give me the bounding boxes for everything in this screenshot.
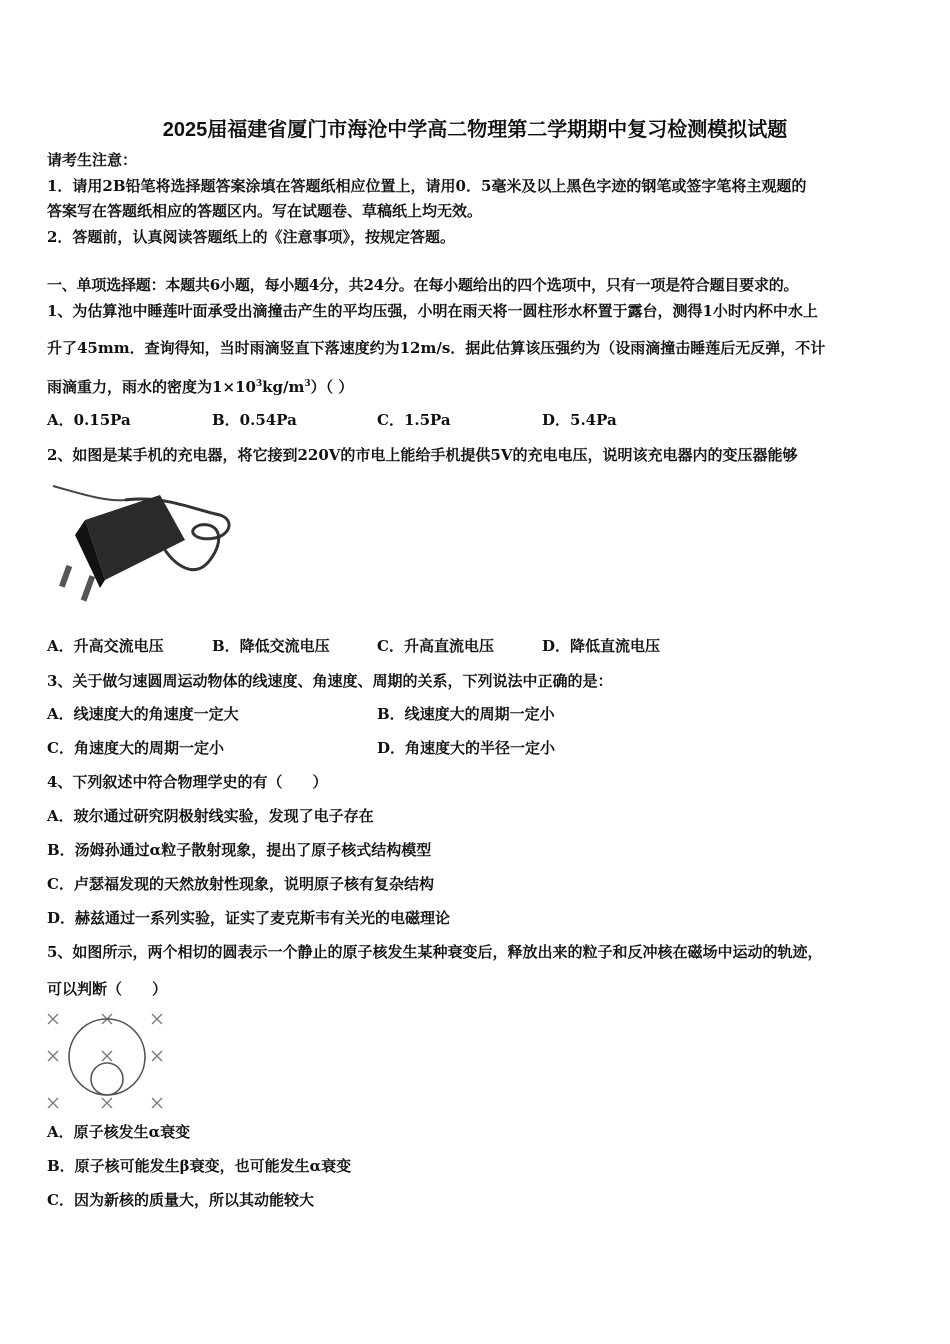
text: kg/m <box>262 378 305 396</box>
option: B．汤姆孙通过α粒子散射现象，提出了原子核式结构模型 <box>47 841 432 859</box>
option: C．升高直流电压 <box>377 637 494 655</box>
large-orbit <box>69 1019 145 1095</box>
page-title: 2025届福建省厦门市海沧中学高二物理第二学期期中复习检测模拟试题 <box>162 119 788 141</box>
question-5-text: 可以判断（ ） <box>47 980 168 998</box>
question-5-text: 5、如图所示，两个相切的圆表示一个静止的原子核发生某种衰变后，释放出来的粒子和反冲核在磁场中运动的轨迹， <box>47 943 823 961</box>
text: ）（ ） <box>310 378 354 396</box>
option: B．降低交流电压 <box>212 637 330 655</box>
question-4-text: 4、下列叙述中符合物理学史的有（ ） <box>47 773 328 791</box>
option: A．升高交流电压 <box>47 637 164 655</box>
section-heading: 一、单项选择题：本题共6小题，每小题4分，共24分。在每小题给出的四个选项中，只有一项是符合题目要求的。 <box>47 276 799 294</box>
superscript: 3 <box>255 379 263 389</box>
charger-image <box>45 480 235 610</box>
option: B．原子核可能发生β衰变，也可能发生α衰变 <box>47 1157 352 1175</box>
option: D．赫兹通过一系列实验，证实了麦克斯韦有关光的电磁理论 <box>47 909 451 927</box>
notice-item: 答案写在答题纸相应的答题区内。写在试题卷、草稿纸上均无效。 <box>47 202 483 220</box>
option: C．卢瑟福发现的天然放射性现象，说明原子核有复杂结构 <box>47 875 434 893</box>
option: C．因为新核的质量大，所以其动能较大 <box>47 1191 314 1209</box>
option: D．角速度大的半径一定小 <box>377 739 556 757</box>
small-orbit <box>91 1063 123 1095</box>
question-1-text: 1、为估算池中睡莲叶面承受出滴撞击产生的平均压强，小明在雨天将一圆柱形水杯置于露台，测得1小时内杯中水上 <box>47 302 818 320</box>
notice-item: 2．答题前，认真阅读答题纸上的《注意事项》，按规定答题。 <box>47 228 455 246</box>
option: A．玻尔通过研究阴极射线实验，发现了电子存在 <box>47 807 374 825</box>
question-1-text: 升了45mm．查询得知，当时雨滴竖直下落速度约为12m/s．据此估算该压强约为（设雨滴撞击睡莲后无反弹，不计 <box>47 339 826 357</box>
question-2-text: 2、如图是某手机的充电器，将它接到220V的市电上能给手机提供5V的充电电压，说明该充电器内的变压器能够 <box>47 446 798 464</box>
question-3-text: 3、关于做匀速圆周运动物体的线速度、角速度、周期的关系，下列说法中正确的是： <box>47 672 613 690</box>
text: 雨滴重力，雨水的密度为1×10 <box>47 378 256 396</box>
option: A．线速度大的角速度一定大 <box>47 705 239 723</box>
option: D．5.4Pa <box>542 411 617 429</box>
option: C．1.5Pa <box>377 411 451 429</box>
magnetic-field-diagram <box>40 1005 170 1117</box>
option: B．0.54Pa <box>212 411 297 429</box>
option: A．0.15Pa <box>47 411 131 429</box>
option: D．降低直流电压 <box>542 637 661 655</box>
notice-item: 1．请用2B铅笔将选择题答案涂填在答题纸相应位置上，请用0．5毫米及以上黑色字迹的钢笔或签字笔将主观题的 <box>47 177 807 195</box>
superscript: 3 <box>304 379 311 389</box>
option: C．角速度大的周期一定小 <box>47 739 224 757</box>
option: A．原子核发生α衰变 <box>47 1123 191 1141</box>
question-1-text <box>47 374 353 397</box>
option: B．线速度大的周期一定小 <box>377 705 555 723</box>
notice-heading: 请考生注意： <box>47 151 138 169</box>
